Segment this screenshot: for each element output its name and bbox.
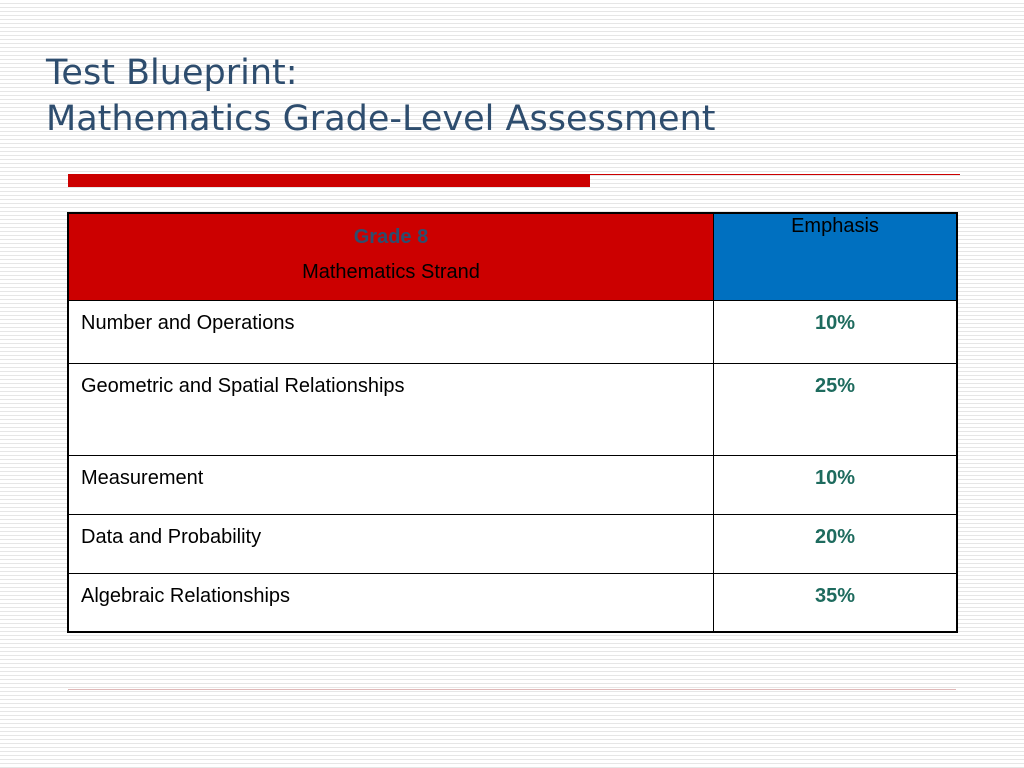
table-row [68, 456, 957, 515]
strand-header-cell [68, 213, 714, 301]
footer-divider [68, 689, 956, 690]
title-underline-thick [68, 175, 590, 187]
table-row [68, 574, 957, 632]
slide-title-line-2: Mathematics Grade-Level Assessment [46, 99, 716, 139]
table-row [68, 364, 957, 456]
emphasis-cell: 10% [714, 301, 958, 364]
strand-cell: Data and Probability [68, 515, 714, 574]
strand-cell: Algebraic Relationships [68, 574, 714, 632]
blueprint-table [67, 212, 958, 633]
table-row [68, 301, 957, 364]
grade-label: Grade 8 [353, 226, 429, 248]
emphasis-cell: 35% [714, 574, 958, 632]
emphasis-header-cell [714, 213, 958, 301]
emphasis-cell: 20% [714, 515, 958, 574]
strand-cell: Measurement [68, 456, 714, 515]
table-row [68, 515, 957, 574]
emphasis-cell: 25% [714, 364, 958, 456]
table-header-row [68, 213, 957, 301]
strand-cell: Geometric and Spatial Relationships [68, 364, 714, 456]
slide-title-line-1: Test Blueprint: [46, 53, 298, 93]
strand-cell: Number and Operations [68, 301, 714, 364]
strand-column-header: Mathematics Strand [302, 261, 480, 283]
emphasis-cell: 10% [714, 456, 958, 515]
emphasis-column-header: Emphasis [791, 215, 879, 237]
slide-title [46, 50, 715, 142]
